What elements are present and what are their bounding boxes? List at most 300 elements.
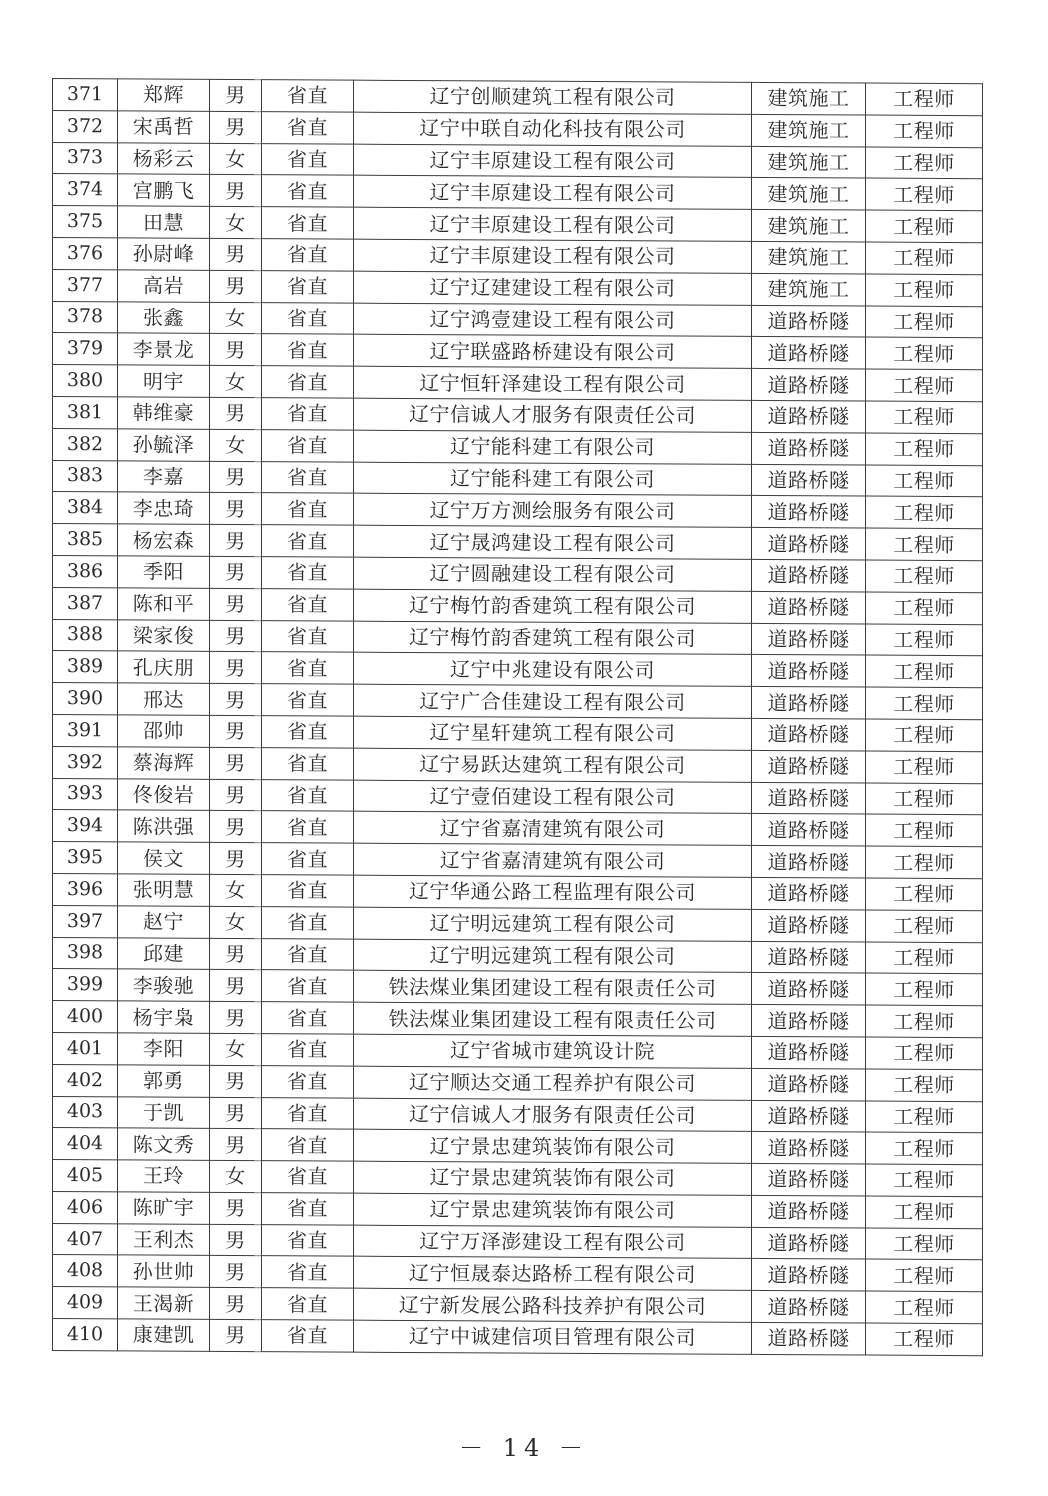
table-cell-name: 李嘉 [118, 460, 210, 492]
table-cell-gender: 男 [210, 525, 262, 557]
table-cell-major: 道路桥隧 [752, 528, 866, 560]
table-cell-name: 王玲 [118, 1160, 210, 1192]
table-cell-gender: 男 [210, 175, 262, 207]
table-cell-company: 辽宁华通公路工程监理有限公司 [354, 875, 752, 909]
table-cell-region: 省直 [262, 239, 354, 271]
table-cell-no: 391 [53, 714, 118, 746]
table-cell-company: 铁法煤业集团建设工程有限责任公司 [354, 1002, 752, 1036]
table-cell-title: 工程师 [866, 1291, 983, 1323]
table-cell-no: 381 [53, 396, 118, 428]
table-cell-title: 工程师 [866, 814, 983, 846]
table-cell-no: 388 [53, 619, 118, 651]
table-row [53, 142, 983, 179]
table-cell-major: 道路桥隧 [752, 591, 866, 623]
table-cell-company: 辽宁壹佰建设工程有限公司 [354, 780, 752, 814]
table-cell-gender: 男 [210, 1256, 262, 1288]
table-cell-no: 371 [53, 79, 118, 111]
table-cell-title: 工程师 [866, 1037, 983, 1069]
table-cell-name: 李景龙 [118, 333, 210, 365]
table-cell-name: 杨彩云 [118, 142, 210, 174]
table-cell-no: 406 [53, 1191, 118, 1223]
table-cell-title: 工程师 [866, 83, 983, 115]
table-cell-gender: 男 [210, 556, 262, 588]
table-cell-title: 工程师 [866, 528, 983, 560]
table-cell-region: 省直 [262, 779, 354, 811]
table-row [53, 1287, 983, 1324]
table-cell-gender: 男 [210, 970, 262, 1002]
table-row [53, 587, 983, 624]
table-cell-region: 省直 [262, 1065, 354, 1097]
table-cell-region: 省直 [262, 493, 354, 525]
table-cell-major: 道路桥隧 [752, 877, 866, 909]
table-cell-gender: 男 [210, 811, 262, 843]
table-cell-major: 道路桥隧 [752, 1164, 866, 1196]
table-cell-no: 403 [53, 1096, 118, 1128]
table-cell-region: 省直 [262, 1320, 354, 1352]
table-cell-major: 建筑施工 [752, 146, 866, 178]
table-cell-major: 道路桥隧 [752, 432, 866, 464]
table-cell-no: 399 [53, 969, 118, 1001]
table-cell-region: 省直 [262, 1193, 354, 1225]
table-row [53, 492, 983, 529]
table-row [53, 79, 983, 116]
table-cell-name: 陈洪强 [118, 810, 210, 842]
table-cell-no: 383 [53, 460, 118, 492]
table-cell-major: 建筑施工 [752, 210, 866, 242]
table-cell-name: 邢达 [118, 683, 210, 715]
table-row [53, 1001, 983, 1038]
table-cell-no: 409 [53, 1287, 118, 1319]
table-cell-company: 辽宁中联自动化科技有限公司 [354, 112, 752, 146]
table-cell-gender: 男 [210, 1097, 262, 1129]
table-cell-gender: 女 [210, 429, 262, 461]
table-cell-company: 辽宁梅竹韵香建筑工程有限公司 [354, 621, 752, 655]
table-cell-region: 省直 [262, 398, 354, 430]
table-cell-title: 工程师 [866, 147, 983, 179]
table-cell-major: 道路桥隧 [752, 1227, 866, 1259]
table-cell-company: 辽宁鸿壹建设工程有限公司 [354, 303, 752, 337]
table-cell-name: 张明慧 [118, 874, 210, 906]
table-cell-major: 建筑施工 [752, 241, 866, 273]
table-cell-gender: 女 [210, 302, 262, 334]
table-cell-name: 韩维豪 [118, 397, 210, 429]
table-cell-title: 工程师 [866, 433, 983, 465]
table-row [53, 1160, 983, 1197]
table-row [53, 555, 983, 592]
table-cell-major: 道路桥隧 [752, 1322, 866, 1354]
table-cell-title: 工程师 [866, 1164, 983, 1196]
table-cell-company: 铁法煤业集团建设工程有限责任公司 [354, 970, 752, 1004]
table-cell-region: 省直 [262, 906, 354, 938]
table-cell-region: 省直 [262, 875, 354, 907]
table-cell-title: 工程师 [866, 846, 983, 878]
table-cell-name: 李忠琦 [118, 492, 210, 524]
table-cell-title: 工程师 [866, 655, 983, 687]
table-cell-region: 省直 [262, 557, 354, 589]
table-cell-no: 379 [53, 333, 118, 365]
table-cell-gender: 男 [210, 938, 262, 970]
table-row [53, 396, 983, 433]
table-cell-region: 省直 [262, 1097, 354, 1129]
table-cell-title: 工程师 [866, 624, 983, 656]
table-cell-company: 辽宁省嘉清建筑有限公司 [354, 812, 752, 846]
table-cell-major: 道路桥隧 [752, 1132, 866, 1164]
table-cell-company: 辽宁万泽澎建设工程有限公司 [354, 1225, 752, 1259]
page-number: － 14 － [459, 1434, 589, 1462]
table-cell-no: 385 [53, 524, 118, 556]
table-cell-major: 建筑施工 [752, 273, 866, 305]
table-cell-no: 384 [53, 492, 118, 524]
table-cell-title: 工程师 [866, 496, 983, 528]
table-cell-no: 392 [53, 746, 118, 778]
table-cell-no: 408 [53, 1255, 118, 1287]
table-cell-gender: 男 [210, 684, 262, 716]
table-cell-name: 陈文秀 [118, 1128, 210, 1160]
table-row [53, 905, 983, 942]
table-cell-major: 道路桥隧 [752, 1036, 866, 1068]
table-cell-name: 孙毓泽 [118, 429, 210, 461]
table-cell-name: 季阳 [118, 556, 210, 588]
table-cell-gender: 男 [210, 620, 262, 652]
table-cell-gender: 男 [210, 79, 262, 111]
table-cell-company: 辽宁万方测绘服务有限公司 [354, 494, 752, 528]
table-cell-major: 道路桥隧 [752, 909, 866, 941]
table-row [53, 937, 983, 974]
table-cell-major: 道路桥隧 [752, 1195, 866, 1227]
table-cell-gender: 男 [210, 715, 262, 747]
roster-body [53, 79, 983, 1356]
table-cell-no: 390 [53, 683, 118, 715]
table-cell-title: 工程师 [866, 1196, 983, 1228]
table-cell-major: 道路桥隧 [752, 814, 866, 846]
table-cell-region: 省直 [262, 429, 354, 461]
table-cell-no: 397 [53, 905, 118, 937]
table-cell-name: 明宇 [118, 365, 210, 397]
table-cell-company: 辽宁易跃达建筑工程有限公司 [354, 748, 752, 782]
table-cell-region: 省直 [262, 938, 354, 970]
table-row [53, 365, 983, 402]
table-cell-major: 道路桥隧 [752, 1100, 866, 1132]
table-row [53, 683, 983, 720]
table-cell-region: 省直 [262, 80, 354, 112]
table-cell-gender: 男 [210, 397, 262, 429]
table-cell-title: 工程师 [866, 560, 983, 592]
table-cell-gender: 男 [210, 1129, 262, 1161]
table-cell-gender: 男 [210, 270, 262, 302]
table-cell-name: 邱建 [118, 937, 210, 969]
table-cell-no: 396 [53, 873, 118, 905]
table-cell-company: 辽宁梅竹韵香建筑工程有限公司 [354, 589, 752, 623]
table-cell-title: 工程师 [866, 942, 983, 974]
table-cell-region: 省直 [262, 302, 354, 334]
table-row [53, 110, 983, 147]
table-cell-no: 401 [53, 1032, 118, 1064]
table-cell-region: 省直 [262, 1288, 354, 1320]
table-cell-title: 工程师 [866, 178, 983, 210]
table-cell-gender: 女 [210, 366, 262, 398]
table-cell-major: 道路桥隧 [752, 464, 866, 496]
table-cell-title: 工程师 [866, 1101, 983, 1133]
table-row [53, 301, 983, 338]
table-row [53, 206, 983, 243]
table-cell-major: 道路桥隧 [752, 305, 866, 337]
table-cell-major: 道路桥隧 [752, 369, 866, 401]
table-cell-company: 辽宁景忠建筑装饰有限公司 [354, 1129, 752, 1163]
table-cell-gender: 男 [210, 652, 262, 684]
table-cell-company: 辽宁丰原建设工程有限公司 [354, 207, 752, 241]
table-cell-no: 375 [53, 206, 118, 238]
table-cell-name: 张鑫 [118, 301, 210, 333]
table-cell-major: 建筑施工 [752, 82, 866, 114]
table-row [53, 237, 983, 274]
table-cell-major: 道路桥隧 [752, 941, 866, 973]
table-cell-company: 辽宁丰原建设工程有限公司 [354, 144, 752, 178]
table-cell-name: 蔡海辉 [118, 747, 210, 779]
table-cell-company: 辽宁明远建筑工程有限公司 [354, 907, 752, 941]
table-cell-name: 田慧 [118, 206, 210, 238]
table-cell-company: 辽宁省城市建筑设计院 [354, 1034, 752, 1068]
table-cell-region: 省直 [262, 588, 354, 620]
table-cell-gender: 女 [210, 143, 262, 175]
table-cell-region: 省直 [262, 111, 354, 143]
table-cell-title: 工程师 [866, 1005, 983, 1037]
table-row [53, 1032, 983, 1069]
table-row [53, 174, 983, 211]
table-cell-region: 省直 [262, 843, 354, 875]
table-cell-region: 省直 [262, 366, 354, 398]
table-cell-company: 辽宁明远建筑工程有限公司 [354, 939, 752, 973]
table-cell-title: 工程师 [866, 210, 983, 242]
table-cell-title: 工程师 [866, 973, 983, 1005]
table-cell-name: 李骏驰 [118, 969, 210, 1001]
table-cell-no: 373 [53, 142, 118, 174]
table-cell-region: 省直 [262, 175, 354, 207]
table-cell-title: 工程师 [866, 910, 983, 942]
table-row [53, 619, 983, 656]
table-cell-name: 高岩 [118, 270, 210, 302]
table-cell-region: 省直 [262, 684, 354, 716]
table-cell-title: 工程师 [866, 1260, 983, 1292]
table-cell-company: 辽宁广合佳建设工程有限公司 [354, 684, 752, 718]
table-row [53, 969, 983, 1006]
table-cell-name: 邵帅 [118, 715, 210, 747]
table-cell-no: 394 [53, 810, 118, 842]
table-cell-company: 辽宁晟鸿建设工程有限公司 [354, 525, 752, 559]
table-cell-region: 省直 [262, 1224, 354, 1256]
table-cell-title: 工程师 [866, 369, 983, 401]
table-row [53, 460, 983, 497]
table-cell-no: 374 [53, 174, 118, 206]
table-cell-gender: 女 [210, 1033, 262, 1065]
table-cell-no: 376 [53, 237, 118, 269]
table-row [53, 269, 983, 306]
table-cell-company: 辽宁中兆建设有限公司 [354, 653, 752, 687]
table-cell-region: 省直 [262, 747, 354, 779]
table-cell-name: 杨宇枭 [118, 1001, 210, 1033]
table-cell-title: 工程师 [866, 592, 983, 624]
table-cell-major: 道路桥隧 [752, 1291, 866, 1323]
table-cell-major: 道路桥隧 [752, 782, 866, 814]
table-cell-gender: 男 [210, 1192, 262, 1224]
table-cell-name: 孙尉峰 [118, 238, 210, 270]
table-cell-company: 辽宁顺达交通工程养护有限公司 [354, 1066, 752, 1100]
table-cell-name: 王渴新 [118, 1287, 210, 1319]
table-row [53, 746, 983, 783]
table-cell-title: 工程师 [866, 337, 983, 369]
table-cell-major: 建筑施工 [752, 178, 866, 210]
table-cell-no: 398 [53, 937, 118, 969]
table-cell-name: 李阳 [118, 1033, 210, 1065]
table-cell-company: 辽宁辽建建设工程有限公司 [354, 271, 752, 305]
table-cell-name: 孙世帅 [118, 1255, 210, 1287]
table-cell-major: 道路桥隧 [752, 846, 866, 878]
table-cell-gender: 女 [210, 906, 262, 938]
table-cell-gender: 男 [210, 493, 262, 525]
table-cell-major: 道路桥隧 [752, 718, 866, 750]
table-cell-gender: 男 [210, 461, 262, 493]
table-cell-title: 工程师 [866, 719, 983, 751]
table-cell-major: 道路桥隧 [752, 559, 866, 591]
table-cell-no: 387 [53, 587, 118, 619]
table-cell-name: 孔庆朋 [118, 651, 210, 683]
table-cell-region: 省直 [262, 1034, 354, 1066]
table-cell-no: 405 [53, 1160, 118, 1192]
table-row [53, 651, 983, 688]
table-cell-region: 省直 [262, 461, 354, 493]
table-cell-no: 386 [53, 555, 118, 587]
table-cell-company: 辽宁省嘉清建筑有限公司 [354, 843, 752, 877]
table-cell-company: 辽宁信诚人才服务有限责任公司 [354, 398, 752, 432]
table-cell-no: 402 [53, 1064, 118, 1096]
table-row [53, 1128, 983, 1165]
table-cell-no: 404 [53, 1128, 118, 1160]
table-cell-region: 省直 [262, 716, 354, 748]
table-cell-no: 377 [53, 269, 118, 301]
table-cell-region: 省直 [262, 525, 354, 557]
table-cell-no: 382 [53, 428, 118, 460]
table-cell-major: 道路桥隧 [752, 973, 866, 1005]
table-cell-region: 省直 [262, 970, 354, 1002]
table-cell-title: 工程师 [866, 878, 983, 910]
table-cell-gender: 男 [210, 238, 262, 270]
table-cell-name: 宫鹏飞 [118, 174, 210, 206]
table-cell-title: 工程师 [866, 274, 983, 306]
table-row [53, 873, 983, 910]
table-row [53, 842, 983, 879]
table-cell-title: 工程师 [866, 1228, 983, 1260]
table-cell-no: 407 [53, 1223, 118, 1255]
table-cell-gender: 男 [210, 588, 262, 620]
table-cell-company: 辽宁景忠建筑装饰有限公司 [354, 1193, 752, 1227]
table-row [53, 1191, 983, 1228]
table-cell-company: 辽宁信诚人才服务有限责任公司 [354, 1098, 752, 1132]
table-cell-company: 辽宁恒晟泰达路桥工程有限公司 [354, 1257, 752, 1291]
table-cell-gender: 男 [210, 747, 262, 779]
table-cell-name: 梁家俊 [118, 619, 210, 651]
table-cell-major: 道路桥隧 [752, 1068, 866, 1100]
table-cell-region: 省直 [262, 143, 354, 175]
table-cell-title: 工程师 [866, 242, 983, 274]
table-cell-region: 省直 [262, 1002, 354, 1034]
table-cell-company: 辽宁能科建工有限公司 [354, 430, 752, 464]
table-cell-name: 陈和平 [118, 588, 210, 620]
table-cell-no: 389 [53, 651, 118, 683]
table-cell-gender: 男 [210, 779, 262, 811]
table-row [53, 428, 983, 465]
table-cell-title: 工程师 [866, 306, 983, 338]
table-cell-major: 道路桥隧 [752, 623, 866, 655]
table-cell-title: 工程师 [866, 465, 983, 497]
table-cell-region: 省直 [262, 270, 354, 302]
table-cell-gender: 男 [210, 1319, 262, 1351]
table-cell-company: 辽宁丰原建设工程有限公司 [354, 239, 752, 273]
table-cell-name: 王利杰 [118, 1224, 210, 1256]
table-row [53, 778, 983, 815]
table-cell-no: 380 [53, 365, 118, 397]
table-cell-no: 372 [53, 110, 118, 142]
table-row [53, 714, 983, 751]
table-cell-no: 410 [53, 1319, 118, 1351]
table-cell-company: 辽宁恒轩泽建设工程有限公司 [354, 366, 752, 400]
table-cell-gender: 男 [210, 1224, 262, 1256]
table-cell-major: 道路桥隧 [752, 687, 866, 719]
table-cell-gender: 女 [210, 874, 262, 906]
table-cell-no: 400 [53, 1001, 118, 1033]
table-cell-company: 辽宁中诚建信项目管理有限公司 [354, 1320, 752, 1354]
table-cell-no: 395 [53, 842, 118, 874]
table-cell-company: 辽宁星轩建筑工程有限公司 [354, 716, 752, 750]
table-cell-gender: 男 [210, 1065, 262, 1097]
table-cell-gender: 女 [210, 1160, 262, 1192]
table-cell-company: 辽宁景忠建筑装饰有限公司 [354, 1161, 752, 1195]
table-cell-title: 工程师 [866, 1323, 983, 1355]
table-cell-no: 393 [53, 778, 118, 810]
table-cell-gender: 男 [210, 1001, 262, 1033]
table-cell-region: 省直 [262, 1129, 354, 1161]
roster-table [52, 78, 983, 1356]
table-row [53, 1064, 983, 1101]
table-cell-company: 辽宁创顺建筑工程有限公司 [354, 80, 752, 114]
table-cell-no: 378 [53, 301, 118, 333]
table-row [53, 1096, 983, 1133]
table-cell-major: 道路桥隧 [752, 400, 866, 432]
table-cell-major: 道路桥隧 [752, 337, 866, 369]
table-cell-company: 辽宁圆融建设工程有限公司 [354, 557, 752, 591]
table-row [53, 810, 983, 847]
table-cell-major: 道路桥隧 [752, 655, 866, 687]
table-cell-name: 于凯 [118, 1096, 210, 1128]
table-cell-major: 道路桥隧 [752, 1259, 866, 1291]
table-cell-region: 省直 [262, 207, 354, 239]
table-cell-name: 康建凯 [118, 1319, 210, 1351]
table-row [53, 524, 983, 561]
table-cell-company: 辽宁新发展公路科技养护有限公司 [354, 1288, 752, 1322]
table-cell-region: 省直 [262, 620, 354, 652]
table-cell-gender: 男 [210, 1288, 262, 1320]
table-cell-title: 工程师 [866, 783, 983, 815]
table-cell-gender: 男 [210, 111, 262, 143]
table-cell-region: 省直 [262, 652, 354, 684]
table-cell-major: 道路桥隧 [752, 496, 866, 528]
table-cell-name: 佟俊岩 [118, 778, 210, 810]
table-cell-gender: 男 [210, 334, 262, 366]
table-cell-gender: 女 [210, 207, 262, 239]
table-cell-name: 郑辉 [118, 79, 210, 111]
table-cell-major: 道路桥隧 [752, 1005, 866, 1037]
table-cell-title: 工程师 [866, 115, 983, 147]
table-cell-name: 宋禹哲 [118, 111, 210, 143]
table-cell-name: 杨宏森 [118, 524, 210, 556]
